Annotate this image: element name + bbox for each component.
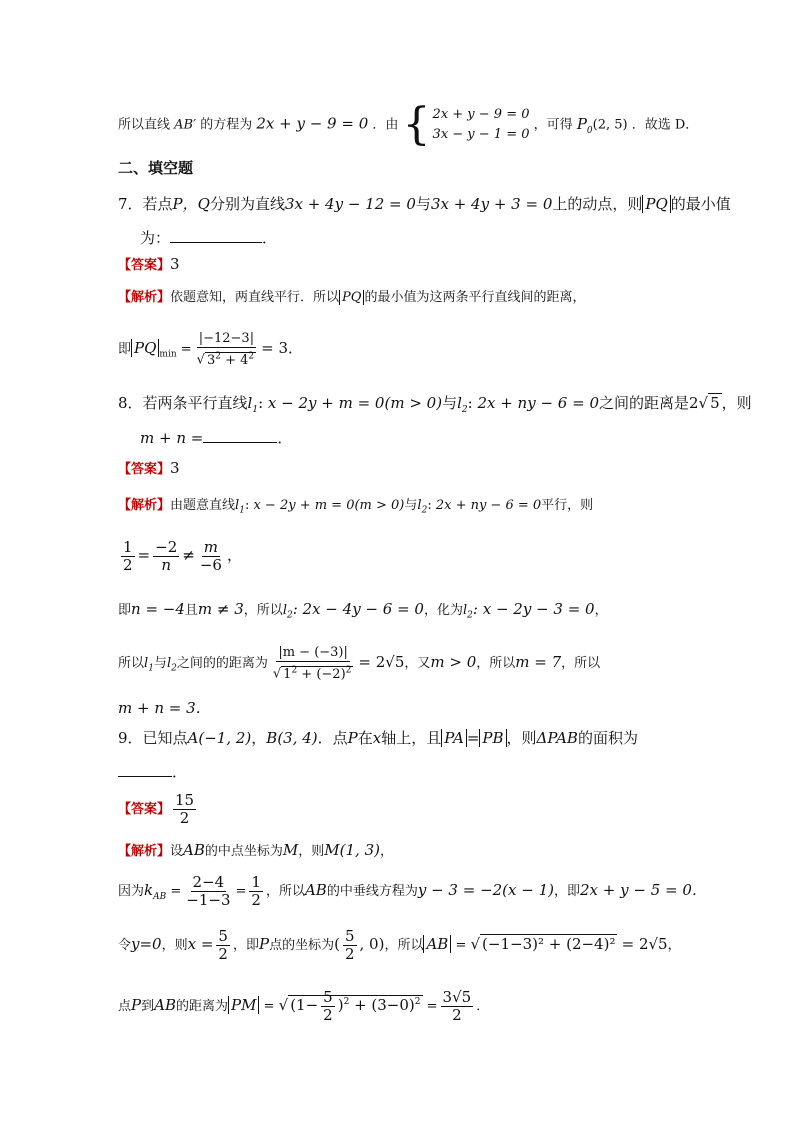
pm-result <box>441 989 474 1024</box>
answer-blank <box>203 428 277 443</box>
q8-final: m + n = 3． <box>118 699 211 717</box>
q7-answer-line <box>118 254 180 276</box>
seg-ab: AB <box>183 841 205 859</box>
fraction-numerator: 3√5 <box>442 988 472 1006</box>
q9-text: ，则 <box>161 938 188 953</box>
q9-text: 因为 <box>118 884 145 899</box>
var-l2: $l_2$ <box>457 394 468 415</box>
abs-pa: PA <box>441 729 467 747</box>
var-l1: $l_1$ <box>144 656 154 674</box>
midpoint-m: M(1, 3) <box>324 841 380 859</box>
q8-m-value: m = 7 <box>515 653 562 671</box>
ratio-1: $\frac{1}{2}$ <box>123 537 133 574</box>
q8-text: 且 <box>184 603 198 618</box>
q7-blank-line: 为： ． <box>140 229 278 247</box>
min-subscript: min <box>159 349 177 360</box>
q9-text: ，即 <box>554 884 581 899</box>
fraction-denominator: √ $3^2 + 4^2$ <box>196 351 255 368</box>
point-a: A(−1, 2) <box>187 729 252 747</box>
prev-equation: 2x + y − 9 = 0 <box>256 114 369 133</box>
q7-line2: 3x + 4y + 3 = 0 <box>430 195 553 213</box>
prev-text: ，可得 <box>533 117 573 133</box>
q8-text: ，所以 <box>476 656 516 671</box>
q7-text: 的最小值 <box>670 195 731 213</box>
bisector-eq-simplified: 2x + y − 5 = 0． <box>580 881 707 899</box>
q9-text: 轴上，且 <box>381 729 442 747</box>
fraction-numerator: 1 <box>251 873 261 891</box>
answer-tag: 【答案】 <box>118 258 171 273</box>
q8-text: 之间的的距离为 <box>176 656 268 671</box>
q8-text: 之间的距离是 <box>599 394 690 412</box>
q9-blank-line: ． <box>118 762 187 782</box>
answer-tag: 【答案】 <box>118 802 171 817</box>
prev-text: ．故选 D． <box>631 117 699 133</box>
q8-number: 8．若两条平行直线 <box>118 394 248 412</box>
ab-radicand: (−1−3)² + (2−4)² <box>482 935 616 953</box>
abs-pb: PB <box>479 729 506 747</box>
q8-text: ，所以 <box>243 603 283 618</box>
prev-text: 的方程为 <box>200 117 253 133</box>
q9-text: 令 <box>118 938 132 953</box>
q8-condition-ref: (m > 0) <box>354 498 405 513</box>
var-l2: $l_2$ <box>462 603 473 621</box>
var-p: P <box>347 729 358 747</box>
fraction-denominator: 2 <box>218 945 228 963</box>
q9-text: 到 <box>141 999 155 1014</box>
fraction-numerator: 2−4 <box>192 873 225 891</box>
slope-result <box>249 874 263 909</box>
abs-pq: PQ <box>339 290 364 305</box>
q8-m-pos: m > 0 <box>430 653 477 671</box>
q8-analysis-line: 【解析】由题意直线$l_1$: x − 2y + m = 0(m > 0)与$l_2$: 2x + ny − 6 = 0平行，则 <box>118 498 594 516</box>
q7-stem <box>118 194 731 214</box>
q9-text: ，即 <box>232 938 259 953</box>
fraction-numerator: |m − (−3)| <box>278 645 348 661</box>
q9-distance-line: 点P到AB的距离为 PM = √ (1− $\frac{5}{2}$ )$^2 + (3-0)^2$ = $\frac{3√5}{2}$ ． <box>118 987 490 1024</box>
q9-text: 点 <box>118 999 132 1014</box>
q7-text: 上的动点，则 <box>552 195 643 213</box>
x-eq: x = <box>187 935 214 953</box>
q9-text: 设 <box>170 844 184 859</box>
seg-ab: AB <box>154 996 176 1014</box>
y-zero: y=0 <box>131 935 162 953</box>
q8-m-cond: m ≠ 3 <box>197 600 244 618</box>
q7-text: 与 <box>415 195 431 213</box>
slope-fraction <box>184 874 232 909</box>
q8-step1-line <box>118 599 608 626</box>
q9-text: ，则 <box>298 844 325 859</box>
q7-text: 为： <box>140 229 171 247</box>
q8-analysis-text: 与 <box>404 498 418 513</box>
q8-answer-line <box>118 458 180 480</box>
q8-n-value: n = −4 <box>131 600 185 618</box>
triangle-pab: ΔPAB <box>536 729 578 747</box>
q8-text: 所以 <box>118 656 145 671</box>
var-l1: $l_1$ <box>235 498 245 516</box>
line-ab-symbol: AB′ <box>174 117 197 133</box>
q8-text: m + n = <box>140 429 204 447</box>
q9-text: 的中点坐标为 <box>204 844 283 859</box>
q7-answer: 3 <box>170 255 180 273</box>
q7-text: 分别为直线 <box>209 195 285 213</box>
q9-text: 在 <box>357 729 373 747</box>
q8-text: 与 <box>442 394 458 412</box>
abs-pq-min: PQ <box>131 339 159 357</box>
q8-line1: x − 2y + m = 0 <box>267 394 385 412</box>
q8-text: ，所以 <box>561 656 601 671</box>
q8-text: ，则 <box>721 394 752 412</box>
q9-text: 的中垂线方程为 <box>326 884 418 899</box>
q8-l2-simplified: : x − 2y − 3 = 0 <box>472 600 595 618</box>
q7-analysis-line <box>118 288 585 308</box>
q9-text: ， <box>667 938 681 953</box>
q8-l2-eq: : 2x − 4y − 6 = 0 <box>292 600 424 618</box>
var-pq: P，Q <box>172 195 210 213</box>
q7-number: 7．若点 <box>118 195 173 213</box>
prev-answer-line <box>118 99 699 150</box>
q9-text: 的距离为 <box>175 999 228 1014</box>
q9-text: ． <box>476 999 490 1014</box>
prev-text: ．由 <box>372 117 399 133</box>
fraction-denominator: √ $1^2 + (-2)^2$ <box>272 665 352 682</box>
q8-blank-line: m + n = ． <box>140 429 293 447</box>
var-m: M <box>282 841 299 859</box>
q9-answer-line <box>118 790 199 830</box>
q8-condition: (m > 0) <box>384 394 443 412</box>
brace-symbol: { <box>402 99 431 150</box>
q7-result: = 3． <box>261 339 304 357</box>
q7-analysis-text: 即 <box>118 342 132 357</box>
q9-text: ，则 <box>506 729 537 747</box>
q9-answer <box>173 792 196 827</box>
var-p: P <box>131 996 142 1014</box>
answer-blank <box>118 762 172 777</box>
system-eq-1: 2x + y − 9 = 0 <box>432 107 530 122</box>
var-p: P <box>258 935 270 953</box>
q9-text: 的面积为 <box>577 729 638 747</box>
var-l1: $l_1$ <box>247 394 259 415</box>
ab-length: √ (−1−3)² + (2−4)² <box>470 935 616 953</box>
answer-tag: 【答案】 <box>118 462 171 477</box>
var-x: x <box>372 729 382 747</box>
q8-distance-result: = 2√5 <box>358 653 405 671</box>
var-l2: $l_2$ <box>282 603 293 621</box>
var-l2: $l_2$ <box>417 498 428 516</box>
q8-answer: 3 <box>170 459 180 477</box>
system-eq-2: 3x − y − 1 = 0 <box>432 127 530 142</box>
abs-ab: AB <box>423 935 451 953</box>
fraction-denominator: −1−3 <box>186 891 231 909</box>
section-title: 二、填空题 <box>118 159 194 177</box>
answer-blank <box>170 228 262 243</box>
q8-text: ，化为 <box>423 603 463 618</box>
point-p0: $P_0$ <box>576 114 593 136</box>
prev-text: 所以直线 <box>118 117 171 133</box>
pm-length: √ (1− $\frac{5}{2}$ )$^2 + (3-0)^2$ <box>278 987 421 1024</box>
q9-slope-line: 因为$k_{AB}$ = $\frac{2-4}{-1-3}$ = $\frac{1}{2}$ ，所以AB的中垂线方程为y − 3 = −2(x − 1)，即2x + y − 5 = 0． <box>118 873 707 909</box>
q9-number: 9．已知点 <box>118 729 188 747</box>
q8-line2-ref: 2x + ny − 6 = 0 <box>435 498 542 513</box>
q7-formula-line: 即 PQ $_{min}$ = $\frac{|-12-3|}{√ 3^2 + 4^2}$ = 3． <box>118 331 304 368</box>
q8-line2: 2x + ny − 6 = 0 <box>477 394 599 412</box>
q9-text: ．点 <box>317 729 348 747</box>
analysis-tag: 【解析】 <box>118 498 171 513</box>
ab-result: = 2√5 <box>621 935 668 953</box>
q7-line1: 3x + 4y − 12 = 0 <box>284 195 416 213</box>
answer-denominator: 2 <box>179 809 190 827</box>
q9-point-line: 令y=0，则x = $\frac{5}{2}$ ，即P点的坐标为( $\frac{5}{2}$ , 0)，所以 AB = √ (−1−3)² + (2−4)² = 2√5， <box>118 926 681 963</box>
point-p-coords: ( $\frac{5}{2}$ , 0) <box>334 926 385 963</box>
q8-ratio-line: $\frac{1}{2}$ = $\frac{-2}{n}$ ≠ $\frac{m}{-6}$ ， <box>123 537 242 574</box>
analysis-tag: 【解析】 <box>118 290 171 305</box>
q9-text: 点的坐标为 <box>269 938 335 953</box>
abs-pq: PQ <box>642 195 670 213</box>
q8-text: ， <box>226 546 242 564</box>
x-fraction <box>216 928 230 963</box>
point-b: B(3, 4) <box>266 729 318 747</box>
q8-text: 即 <box>118 603 132 618</box>
slope-kab: $k_{AB}$ <box>144 881 167 902</box>
point-p0-coords: (2, 5) <box>592 117 628 133</box>
q9-text: ，所以 <box>265 884 305 899</box>
q8-analysis-text: 平行，则 <box>541 498 594 513</box>
distance-fraction <box>271 644 356 682</box>
abs-pm: PM <box>228 996 259 1014</box>
q9-text: ， <box>379 844 393 859</box>
q8-text: ， <box>594 603 608 618</box>
distance-fraction <box>195 330 258 368</box>
q9-analysis-line <box>118 840 393 862</box>
fraction-denominator: 2 <box>452 1006 462 1024</box>
equation-system <box>433 105 530 145</box>
q8-stem: 8．若两条平行直线$l_1$: x − 2y + m = 0(m > 0)与$l_2$: 2x + ny − 6 = 0之间的距离是2√ 5 ，则 <box>118 394 752 415</box>
answer-numerator: 15 <box>175 791 195 809</box>
q8-line1-ref: x − 2y + m = 0 <box>253 498 355 513</box>
q8-text: 与 <box>153 656 167 671</box>
fraction-numerator: |−12−3| <box>198 331 255 347</box>
var-l2: $l_2$ <box>166 656 177 674</box>
q8-step2-line <box>118 640 600 684</box>
fraction-denominator: 2 <box>251 891 261 909</box>
ratio-3: $\frac{m}{-6}$ <box>199 537 222 574</box>
q9-text: ，所以 <box>384 938 424 953</box>
q9-stem: 9．已知点A(−1, 2)，B(3, 4)．点P在x轴上，且 PA = PB ，则ΔPAB的面积为 <box>118 729 638 747</box>
q8-analysis-text: 由题意直线 <box>170 498 236 513</box>
q8-step3-line <box>118 698 211 718</box>
q7-analysis-text: 的最小值为这两条平行直线间的距离， <box>364 290 586 305</box>
q8-text: ，又 <box>404 656 431 671</box>
bisector-eq: y − 3 = −2(x − 1) <box>417 881 554 899</box>
fraction-numerator: 5 <box>218 927 228 945</box>
seg-ab: AB <box>304 881 327 899</box>
q7-analysis-text: 依题意知，两直线平行．所以 <box>170 290 340 305</box>
analysis-tag: 【解析】 <box>118 844 171 859</box>
ratio-2: $\frac{-2}{n}$ <box>155 537 178 574</box>
